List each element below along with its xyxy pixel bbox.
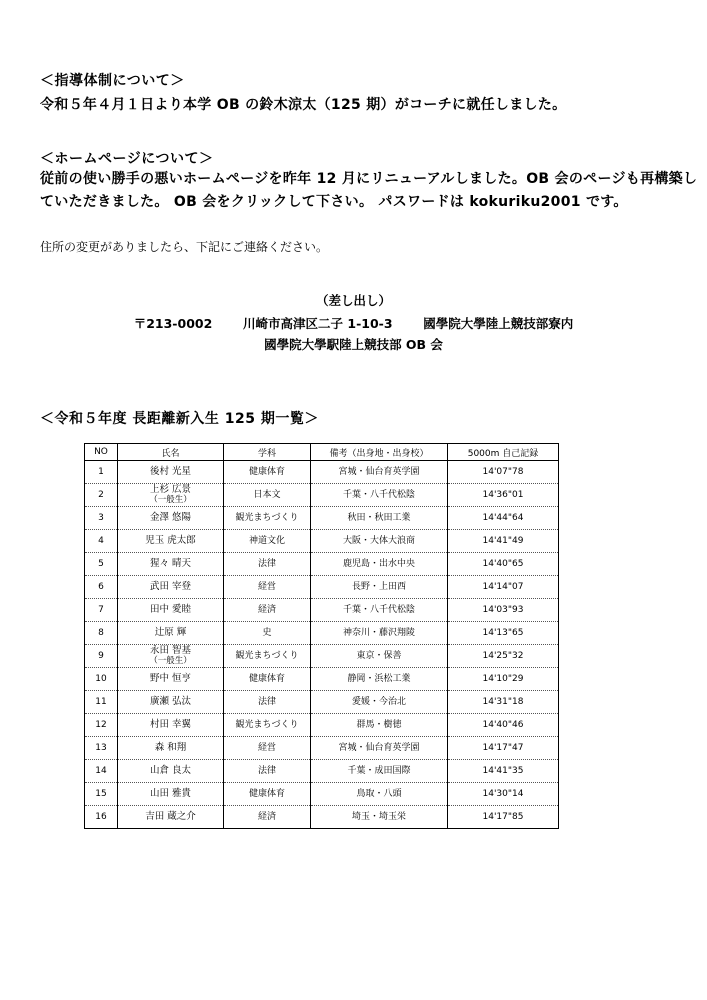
cell-no: 12	[85, 714, 118, 737]
cell-department: 法律	[224, 553, 311, 576]
cell-department: 経済	[224, 599, 311, 622]
cell-no: 5	[85, 553, 118, 576]
table-row	[85, 622, 559, 645]
table-body	[85, 461, 559, 829]
cell-record: 14'03"93	[448, 599, 559, 622]
table-row	[85, 691, 559, 714]
cell-name	[118, 622, 224, 645]
header-no: NO	[85, 444, 118, 461]
cell-name	[118, 645, 224, 668]
sender-address-line	[0, 314, 707, 332]
student-name: 森 和翔	[154, 742, 187, 753]
cell-department: 健康体育	[224, 668, 311, 691]
table-row	[85, 507, 559, 530]
cell-no: 1	[85, 461, 118, 484]
cell-origin: 群馬・樹徳	[311, 714, 448, 737]
cell-record: 14'40"65	[448, 553, 559, 576]
cell-record: 14'40"46	[448, 714, 559, 737]
student-name: 猩々 晴天	[149, 558, 192, 569]
student-name: 武田 宰登	[149, 581, 192, 592]
student-name: 村田 幸翼	[149, 719, 192, 730]
table-title: ＜令和５年度 長距離新入生 125 期一覧＞	[40, 411, 319, 427]
table-row	[85, 668, 559, 691]
table-row	[85, 760, 559, 783]
cell-name	[118, 461, 224, 484]
cell-origin: 千葉・成田国際	[311, 760, 448, 783]
table-row	[85, 461, 559, 484]
cell-name	[118, 806, 224, 829]
cell-no: 13	[85, 737, 118, 760]
coach-section-body: 令和５年４月１日より本学 OB の鈴木涼太（125 期）がコーチに就任しました。	[40, 97, 567, 113]
cell-no: 4	[85, 530, 118, 553]
homepage-section-line-1: 従前の使い勝手の悪いホームページを昨年 12 月にリニューアルしました。OB 会のページも再構築し	[40, 171, 698, 187]
cell-origin: 宮城・仙台育英学園	[311, 461, 448, 484]
sender-care-of: 國學院大學陸上競技部寮内	[423, 316, 574, 331]
cell-department: 経営	[224, 576, 311, 599]
cell-origin: 東京・保善	[311, 645, 448, 668]
cell-department: 法律	[224, 760, 311, 783]
cell-record: 14'36"01	[448, 484, 559, 507]
cell-origin: 千葉・八千代松陰	[311, 599, 448, 622]
header-record: 5000m 自己記録	[448, 444, 559, 461]
student-status-note: （一般生）	[149, 495, 192, 505]
student-name: 上杉 広景	[149, 484, 192, 495]
cell-name	[118, 691, 224, 714]
cell-no: 10	[85, 668, 118, 691]
cell-no: 2	[85, 484, 118, 507]
cell-record: 14'30"14	[448, 783, 559, 806]
cell-department: 経営	[224, 737, 311, 760]
cell-origin: 鹿児島・出水中央	[311, 553, 448, 576]
table-row	[85, 576, 559, 599]
cell-department: 観光まちづくり	[224, 714, 311, 737]
cell-record: 14'10"29	[448, 668, 559, 691]
header-origin: 備考（出身地・出身校）	[311, 444, 448, 461]
cell-department: 健康体育	[224, 783, 311, 806]
student-name: 後村 光星	[149, 466, 192, 477]
table-header-row	[85, 444, 559, 461]
student-name: 吉田 蔵之介	[145, 811, 196, 822]
cell-name	[118, 553, 224, 576]
table-row	[85, 737, 559, 760]
cell-no: 15	[85, 783, 118, 806]
cell-record: 14'07"78	[448, 461, 559, 484]
cell-department: 経済	[224, 806, 311, 829]
cell-origin: 千葉・八千代松陰	[311, 484, 448, 507]
table-row	[85, 645, 559, 668]
cell-name	[118, 507, 224, 530]
cell-record: 14'41"35	[448, 760, 559, 783]
homepage-section-heading: ＜ホームページについて＞	[40, 151, 214, 167]
cell-name	[118, 576, 224, 599]
cell-record: 14'41"49	[448, 530, 559, 553]
student-name: 金澤 悠陽	[149, 512, 192, 523]
cell-department: 観光まちづくり	[224, 507, 311, 530]
cell-name	[118, 714, 224, 737]
cell-no: 3	[85, 507, 118, 530]
cell-record: 14'17"47	[448, 737, 559, 760]
cell-department: 健康体育	[224, 461, 311, 484]
table-row	[85, 553, 559, 576]
student-name: 山倉 良太	[149, 765, 192, 776]
student-name: 田中 愛睦	[149, 604, 192, 615]
cell-origin: 鳥取・八頭	[311, 783, 448, 806]
cell-record: 14'31"18	[448, 691, 559, 714]
sender-organization: 國學院大學駅陸上競技部 OB 会	[264, 337, 443, 352]
cell-no: 11	[85, 691, 118, 714]
cell-record: 14'17"85	[448, 806, 559, 829]
sender-address: 川崎市高津区二子 1-10-3	[243, 316, 393, 331]
sender-label: （差し出し）	[315, 293, 391, 308]
cell-origin: 宮城・仙台育英学園	[311, 737, 448, 760]
table-row	[85, 484, 559, 507]
student-name: 辻原 輝	[154, 627, 187, 638]
cell-origin: 秋田・秋田工業	[311, 507, 448, 530]
cell-name	[118, 783, 224, 806]
cell-record: 14'13"65	[448, 622, 559, 645]
header-department: 学科	[224, 444, 311, 461]
student-name: 廣瀬 弘汰	[149, 696, 192, 707]
student-name: 児玉 虎太郎	[145, 535, 196, 546]
cell-name	[118, 484, 224, 507]
cell-name	[118, 599, 224, 622]
cell-no: 14	[85, 760, 118, 783]
cell-department: 史	[224, 622, 311, 645]
student-status-note: （一般生）	[149, 656, 192, 666]
cell-department: 法律	[224, 691, 311, 714]
cell-record: 14'25"32	[448, 645, 559, 668]
cell-department: 神道文化	[224, 530, 311, 553]
cell-department: 日本文	[224, 484, 311, 507]
cell-no: 9	[85, 645, 118, 668]
cell-record: 14'44"64	[448, 507, 559, 530]
cell-origin: 長野・上田西	[311, 576, 448, 599]
cell-origin: 愛媛・今治北	[311, 691, 448, 714]
table-row	[85, 714, 559, 737]
coach-section-heading: ＜指導体制について＞	[40, 73, 185, 89]
student-name: 山田 雅貴	[149, 788, 192, 799]
cell-origin: 神奈川・藤沢翔陵	[311, 622, 448, 645]
table-row	[85, 530, 559, 553]
cell-department: 観光まちづくり	[224, 645, 311, 668]
cell-origin: 埼玉・埼玉栄	[311, 806, 448, 829]
cell-name	[118, 668, 224, 691]
cell-name	[118, 737, 224, 760]
student-name: 永田 智基	[149, 645, 192, 656]
cell-no: 8	[85, 622, 118, 645]
cell-no: 6	[85, 576, 118, 599]
cell-name	[118, 530, 224, 553]
cell-origin: 静岡・浜松工業	[311, 668, 448, 691]
cell-no: 7	[85, 599, 118, 622]
table-row	[85, 806, 559, 829]
homepage-section-line-2: ていただきました。 OB 会をクリックして下さい。 パスワードは kokuriku2001 です。	[40, 194, 628, 210]
table-row	[85, 599, 559, 622]
cell-record: 14'14"07	[448, 576, 559, 599]
cell-no: 16	[85, 806, 118, 829]
student-name: 野中 恒亨	[149, 673, 192, 684]
address-change-note: 住所の変更がありましたら、下記にご連絡ください。	[40, 240, 329, 254]
header-name: 氏名	[118, 444, 224, 461]
sender-postal-code: 〒213-0002	[133, 316, 213, 331]
table-row	[85, 783, 559, 806]
freshman-roster-table	[84, 443, 559, 829]
cell-name	[118, 760, 224, 783]
cell-origin: 大阪・大体大浪商	[311, 530, 448, 553]
